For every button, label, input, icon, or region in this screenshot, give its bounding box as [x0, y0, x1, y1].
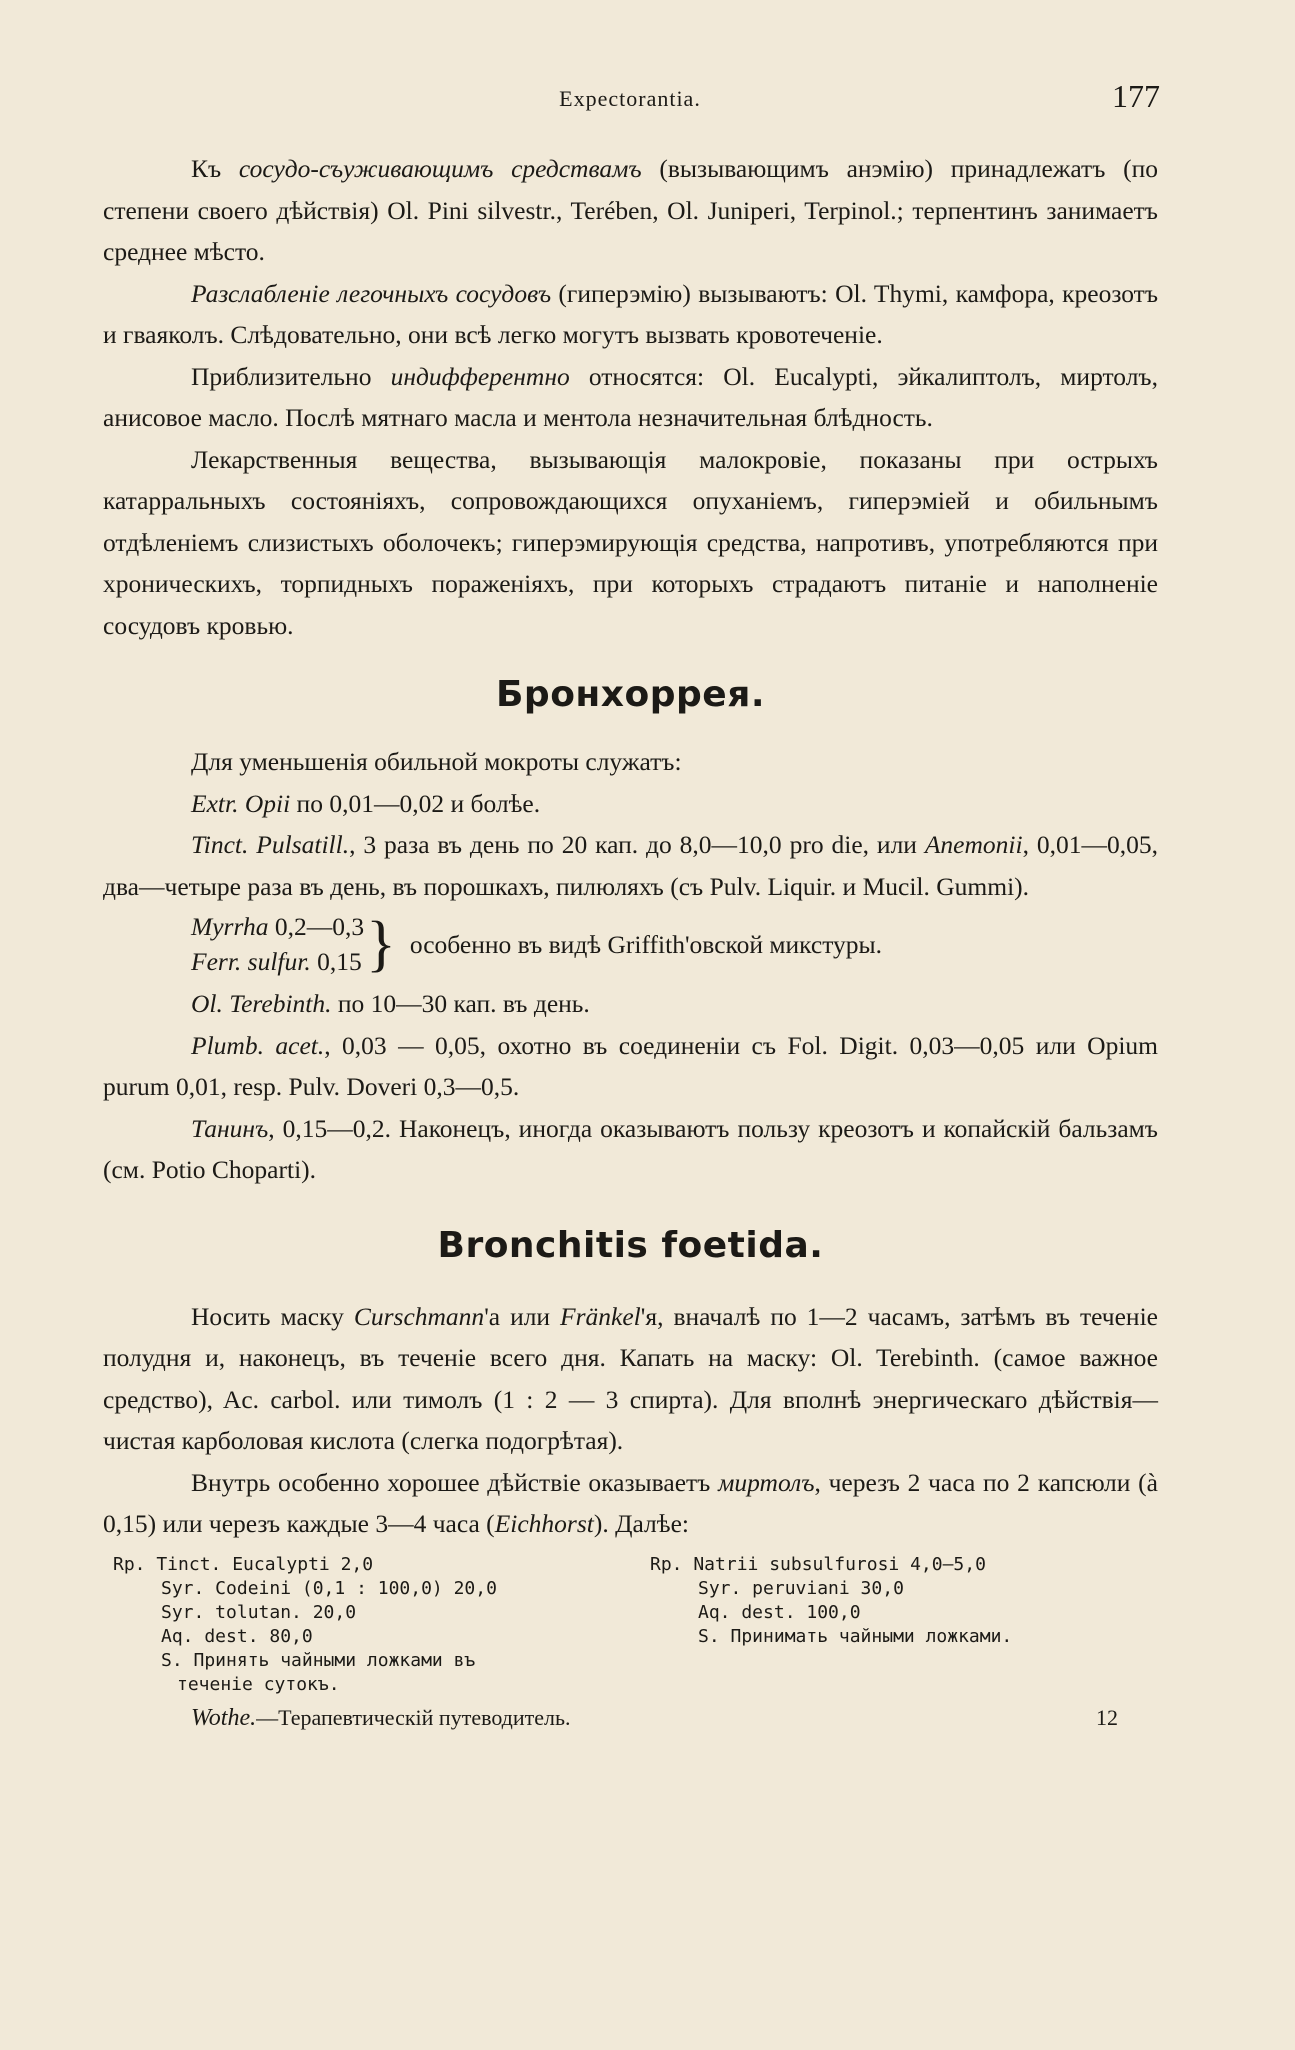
rx-line: Syr. tolutan. 20,0	[161, 1601, 357, 1623]
prescriptions	[103, 1553, 1158, 1697]
intro-paragraph-2: Разслабленіе легочныхъ сосудовъ (гиперэмію) вызываютъ: Ol. Thymi, камфора, креозотъ и гваяколъ. Слѣдовательно, они всѣ легко могутъ вызвать кровотеченіе.	[103, 278, 1158, 349]
rx-line: S. Принять чайными ложками въ	[161, 1649, 476, 1671]
bronchorrhea-intro: Для уменьшенія обильной мокроты служатъ:	[191, 747, 682, 776]
ferrum-line: Ferr. sulfur. 0,15	[191, 947, 362, 976]
rx-line: Aq. dest. 80,0	[161, 1625, 313, 1647]
curly-brace: }	[366, 910, 396, 978]
griffith-mixture-group	[103, 909, 1158, 979]
bronchorrhea-pulsatilla: Tinct. Pulsatill., 3 раза въ день по 20 кап. до 8,0—10,0 pro die, или Anemonii, 0,01—0,05, два—четыре раза въ день, въ порошкахъ, пилюляхъ (съ Pulv. Liquir. и Mucil. Gummi).	[103, 830, 1159, 901]
section-heading-bronchorrhea: Бронхоррея.	[495, 674, 765, 715]
rx-line: Rp. Tinct. Eucalypti 2,0	[113, 1553, 374, 1575]
rx-line: Syr. Codeini (0,1 : 100,0) 20,0	[161, 1577, 497, 1599]
page-number: 177	[1112, 78, 1160, 114]
signature-mark: 12	[1096, 1704, 1118, 1730]
rx-line: Syr. peruviani 30,0	[698, 1577, 904, 1599]
page-body	[103, 148, 1158, 1732]
intro-paragraph-1: Къ сосудо-съуживающимъ средствамъ (вызывающимъ анэмію) принадлежатъ (по степени своего дѣйствія) Ol. Pini silvestr., Terében, Ol. Juniperi, Terpinol.; терпентинъ занимаетъ среднее мѣсто.	[103, 154, 1158, 266]
section-heading-bronchitis-foetida: Bronchitis foetida.	[437, 1224, 824, 1266]
footer-title: Wothe.—Терапевтическій путеводитель.	[191, 1704, 571, 1731]
bronchorrhea-plumbum: Plumb. acet., 0,03 — 0,05, охотно въ соединеніи съ Fol. Digit. 0,03—0,05 или Opium purum 0,01, resp. Pulv. Doveri 0,3—0,5.	[103, 1030, 1158, 1101]
prescription-left	[113, 1553, 613, 1697]
page-footer	[103, 1705, 1158, 1732]
griffith-note: особенно въ видѣ Griffith'овской микстуры.	[409, 929, 883, 959]
bronchorrhea-terebinth: Ol. Terebinth. по 10—30 кап. въ день.	[191, 989, 590, 1018]
running-title: Expectorantia.	[559, 86, 701, 111]
bronchitis-internal-paragraph: Внутрь особенно хорошее дѣйствіе оказываетъ миртолъ, черезъ 2 часа по 2 капсюли (à 0,15) или черезъ каждые 3—4 часа (Eichhorst). Далѣе:	[103, 1467, 1158, 1538]
rx-line: теченіе сутокъ.	[177, 1673, 340, 1695]
myrrha-line: Myrrha 0,2—0,3	[191, 912, 365, 941]
bronchorrhea-opium: Extr. Opii по 0,01—0,02 и болѣе.	[191, 788, 541, 818]
rx-line: Aq. dest. 100,0	[698, 1601, 861, 1623]
page-header	[100, 78, 1160, 128]
rx-line: S. Принимать чайными ложками.	[698, 1625, 1013, 1647]
prescription-right	[650, 1553, 1150, 1697]
bronchitis-mask-paragraph: Носить маску Curschmann'а или Fränkel'я, вначалѣ по 1—2 часамъ, затѣмъ въ теченіе полудня и, наконецъ, въ теченіе всего дня. Капать на маску: Ol. Terebinth. (самое важное средство), Ac. carbol. или тимолъ (1 : 2 — 3 спирта). Для вполнѣ энергическаго дѣйствія— чистая карболовая кислота (слегка подогрѣтая).	[103, 1301, 1158, 1455]
bronchorrhea-tannin: Танинъ, 0,15—0,2. Наконецъ, иногда оказываютъ пользу креозотъ и копайскій бальзамъ (см. Potio Choparti).	[103, 1113, 1158, 1184]
intro-paragraph-3: Приблизительно индифферентно относятся: Ol. Eucalypti, эйкалиптолъ, миртолъ, анисовое масло. Послѣ мятнаго масла и ментола незначительная блѣдность.	[103, 361, 1158, 432]
rx-line: Rp. Natrii subsulfurosi 4,0—5,0	[650, 1553, 986, 1575]
intro-paragraph-4: Лекарственныя вещества, вызывающія малокровіе, показаны при острыхъ катарральныхъ состояніяхъ, сопровождающихся опуханіемъ, гиперэміей и обильнымъ отдѣленіемъ слизистыхъ оболочекъ; гиперэмирующія средства, напротивъ, употребляются при хроническихъ, торпидныхъ пораженіяхъ, при которыхъ страдаютъ питаніе и наполненіе сосудовъ кровью.	[103, 444, 1158, 640]
